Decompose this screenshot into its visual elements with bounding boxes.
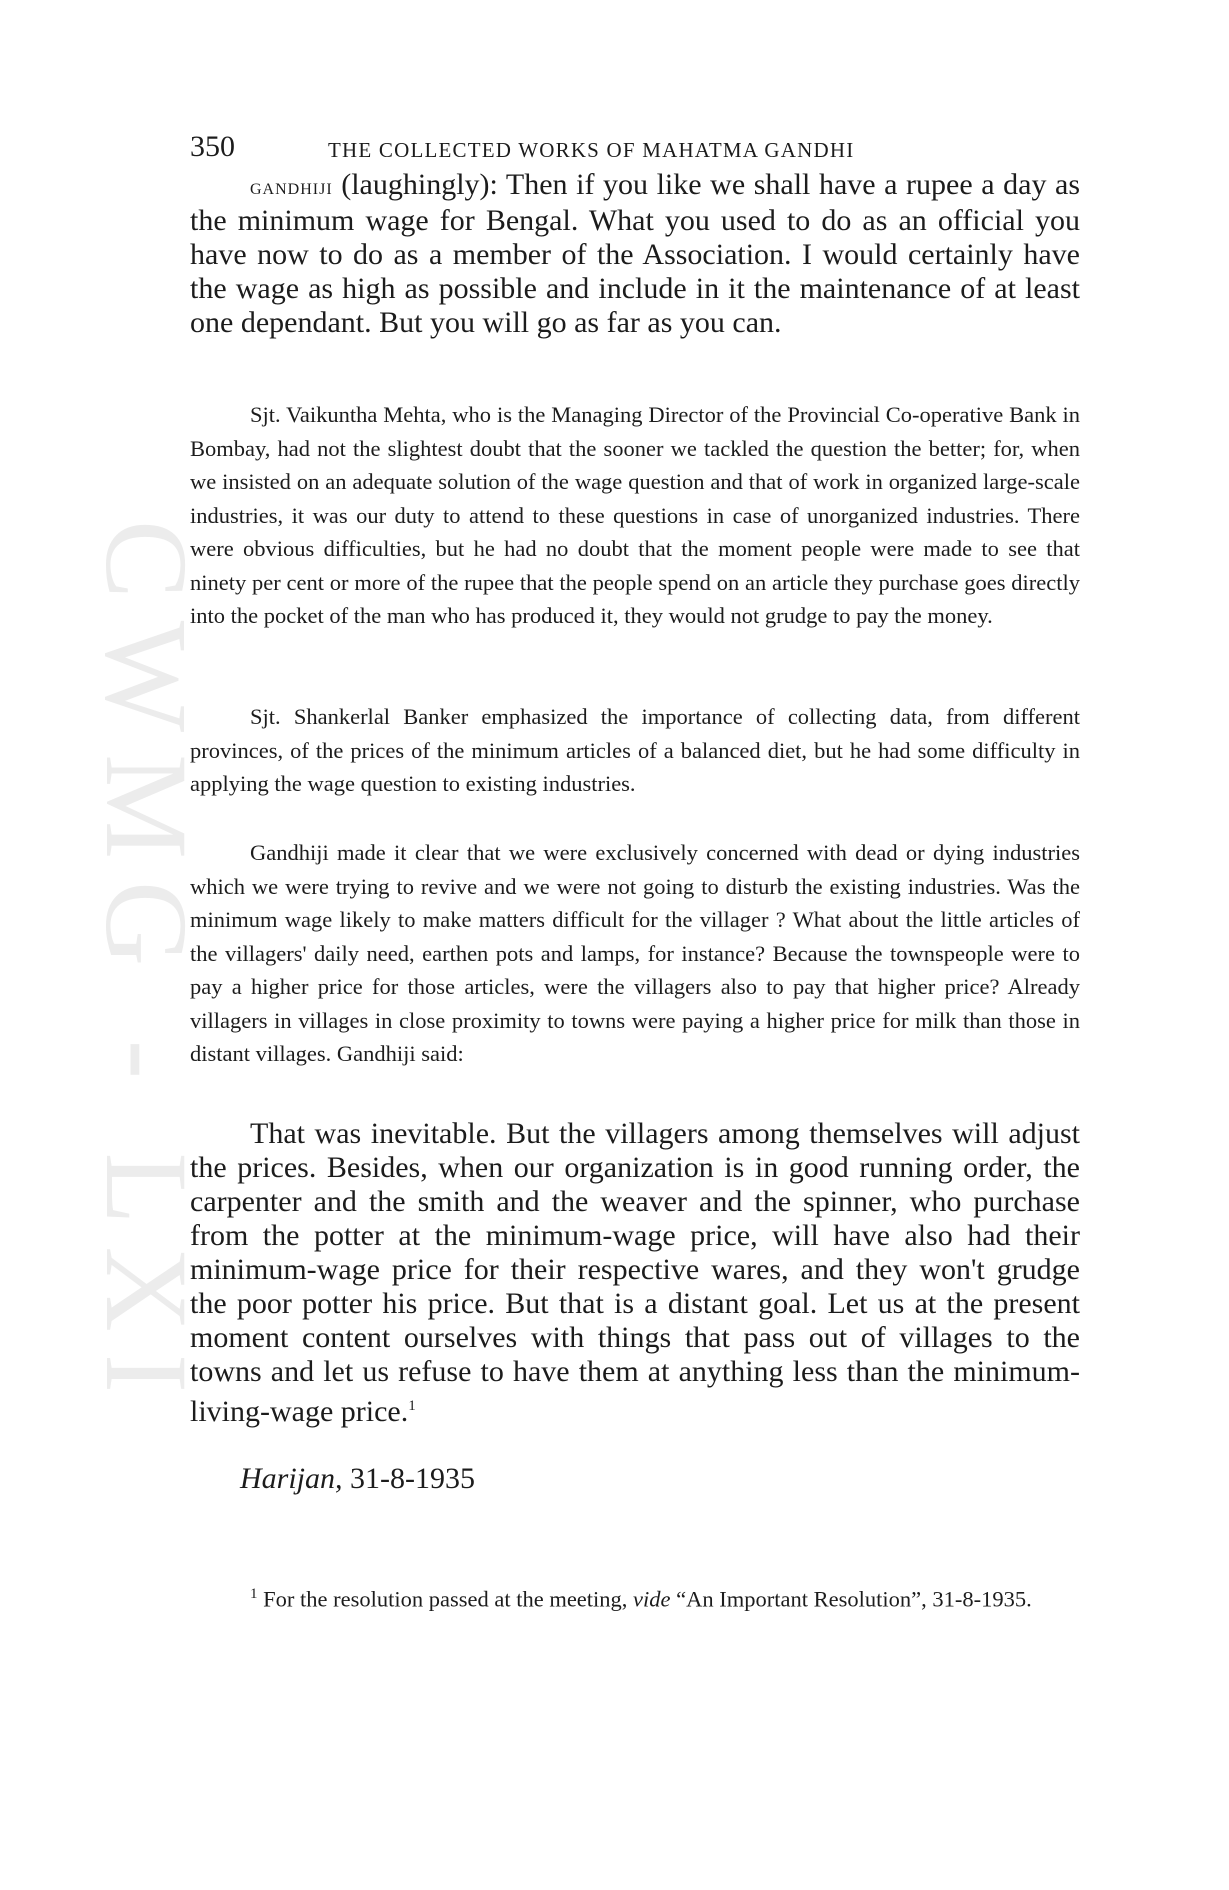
running-head: THE COLLECTED WORKS OF MAHATMA GANDHI [328,138,855,162]
quote-text: That was inevitable. But the villagers among themselves will adjust the prices. Besides, when our organization is in good running order, the carpenter and the smith and the weaver and the spinner, who purchase from the potter at the minimum-wage price, will have also had their minimum-wage price for their respective wares, and they won't grudge the poor potter his price. But that is a distant goal. Let us at the present moment content ourselves with things that pass out of villages to the towns and let us refuse to have them at anything less than the minimum-living-wage price. [190,1117,1080,1428]
page-header [190,130,1080,170]
paragraph-vaikuntha-mehta: Sjt. Vaikuntha Mehta, who is the Managing Director of the Provincial Co-operative Bank in Bombay, had not the slightest doubt that the sooner we tackled the question the better; for, when we insisted on an adequate solution of the wage question and that of work in organized large-scale industries, it was our duty to attend to these questions in case of unorganized industries. There were obvious difficulties, but he had no doubt that the moment people were made to see that ninety per cent or more of the rupee that the people spend on an article they purchase goes directly into the pocket of the man who has produced it, they would not grudge to pay the money. [190,402,1080,628]
paragraph-gandhiji-reply [190,168,1080,340]
page-number: 350 [190,130,235,163]
watermark-text: CWMG - LXI [81,520,212,1416]
paragraph-shankerlal-banker: Sjt. Shankerlal Banker emphasized the importance of collecting data, from different provinces, of the prices of the minimum articles of a balanced diet, but he had some difficulty in applying the wage question to existing industries. [190,704,1080,796]
speaker-label: gandhiji [250,174,333,199]
source-publication: Harijan, [240,1462,343,1495]
footnote-text-after: “An Important Resolution”, 31-8-1935. [676,1586,1032,1612]
paragraph-gandhiji-clarification: Gandhiji made it clear that we were exclusively concerned with dead or dying industries which we were trying to revive and we were not going to disturb the existing industries. Was the minimum wage likely to make matters difficult for the villager ? What about the little articles of the villagers' daily need, earthen pots and lamps, for instance? Because the townspeople were to pay a higher price for those articles, were the villagers also to pay that higher price? Already villagers in villages in close proximity to towns were paying a higher price for milk than those in distant villages. Gandhiji said: [190,840,1080,1066]
footnote [190,1578,1080,1616]
footnote-vide: vide [633,1586,671,1612]
paragraph-gandhiji-quote [190,1117,1080,1429]
source-date: 31-8-1935 [350,1462,475,1495]
footnote-reference: 1 [408,1398,416,1414]
footnote-marker: 1 [250,1586,258,1602]
paragraph-text: (laughingly): Then if you like we shall have a rupee a day as the minimum wage for Bengal. What you used to do as an official you have now to do as a member of the Association. I would certainly have the wage as high as possible and include in it the maintenance of at least one dependant. But you will go as far as you can. [190,168,1081,339]
source-citation [240,1462,475,1496]
footnote-text-before: For the resolution passed at the meeting, [263,1586,628,1612]
